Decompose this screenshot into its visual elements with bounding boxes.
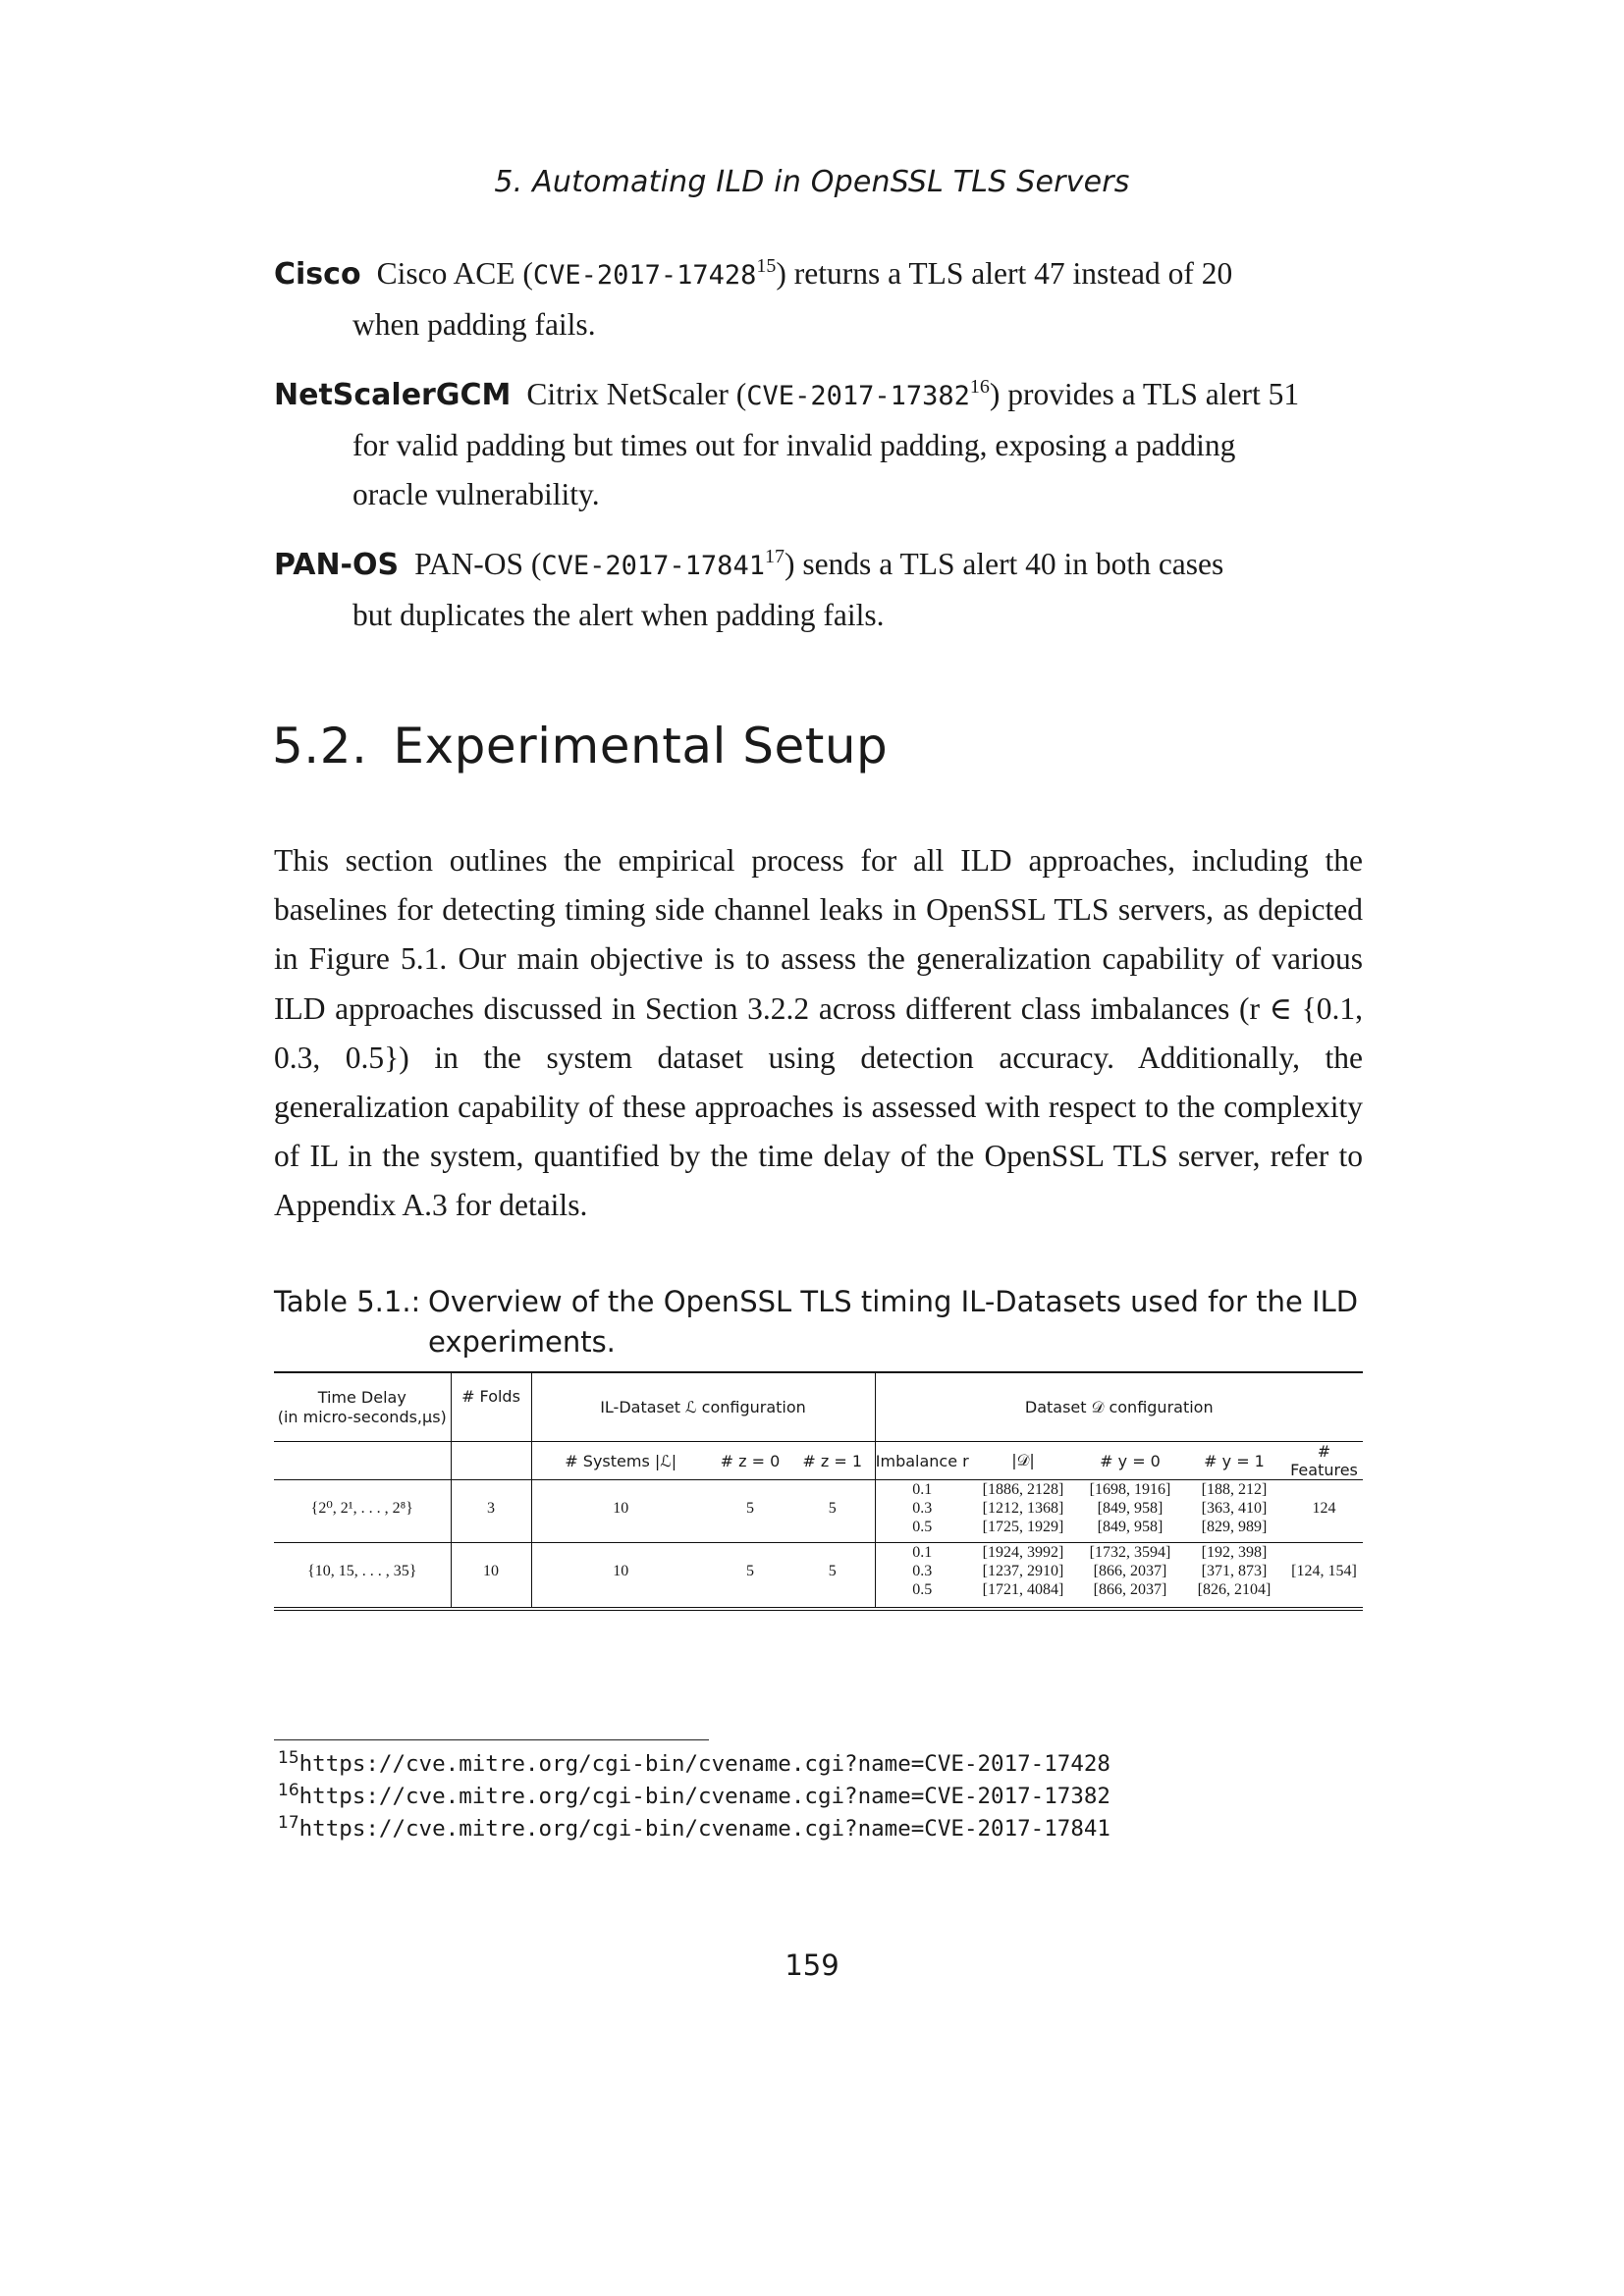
cve-id: CVE-2017-17428 (532, 260, 757, 291)
footnote-link[interactable]: https://cve.mitre.org/cgi-bin/cvename.cgi?name=CVE-2017-17841 (298, 1816, 1110, 1842)
footnote-number: 15 (278, 1748, 299, 1768)
cell-features: 124 (1312, 1500, 1336, 1517)
header-features: # Features (1285, 1442, 1363, 1480)
description-text: Citrix NetScaler ( (526, 377, 747, 411)
cell-y0: [1732, 3594] (1089, 1544, 1171, 1561)
header-time-delay-line1: Time Delay (317, 1387, 406, 1407)
cell-y1: [188, 212] (1201, 1481, 1268, 1498)
cell-delay: {10, 15, . . . , 35} (274, 1543, 451, 1600)
footnote (278, 1748, 1110, 1781)
section-number: 5.2. (272, 718, 368, 774)
cell-systems: 10 (613, 1563, 629, 1579)
cell-imbalance: 0.5 (875, 1518, 969, 1536)
description-continuation: oracle vulnerability. (352, 477, 600, 511)
cell-imbalance: 0.3 (875, 1499, 969, 1518)
footnote-link[interactable]: https://cve.mitre.org/cgi-bin/cvename.cgi?name=CVE-2017-17428 (298, 1751, 1110, 1777)
cell-z1: 5 (828, 1500, 837, 1517)
description-text: Cisco ACE ( (376, 256, 533, 291)
cell-y1: [192, 398] (1201, 1544, 1268, 1561)
cell-features: [124, 154] (1291, 1563, 1357, 1579)
cell-y0: [849, 958] (1097, 1519, 1164, 1535)
body-paragraph: This section outlines the empirical process for all ILD approaches, including the baselines for detecting timing side channel leaks in OpenSSL TLS servers, as depicted in Figure 5.1. Our main objective is to assess the generalization capability of various ILD approaches discussed in Section 3.2.2 across different class imbalances (r ∈ {0.1, 0.3, 0.5}) in the system dataset using detection accuracy. Additionally, the generalization capability of these approaches is assessed with respect to the complexity of IL in the system, quantified by the time delay of the OpenSSL TLS server, refer to Appendix A.3 for details. (274, 843, 1363, 1223)
table-row (274, 1480, 1363, 1500)
header-imbalance: Imbalance r (875, 1442, 969, 1480)
description-term: Cisco (274, 257, 361, 292)
cell-imbalance: 0.5 (875, 1580, 969, 1599)
description-item-pan-os (274, 540, 1363, 640)
cell-d-size: [1721, 4084] (982, 1581, 1064, 1598)
footnote-ref[interactable]: 16 (969, 376, 990, 398)
header-y0: # y = 0 (1077, 1442, 1183, 1480)
cell-systems: 10 (613, 1500, 629, 1517)
footnote-number: 16 (278, 1781, 299, 1800)
cell-folds: 3 (451, 1480, 531, 1537)
footnote-ref[interactable]: 15 (756, 255, 777, 277)
cell-folds: 10 (451, 1543, 531, 1600)
footnote (278, 1813, 1110, 1845)
cell-y0: [866, 2037] (1093, 1581, 1167, 1598)
cell-y0: [849, 958] (1097, 1500, 1164, 1517)
header-y1: # y = 1 (1183, 1442, 1285, 1480)
cell-y1: [829, 989] (1201, 1519, 1268, 1535)
running-head: 5. Automating ILD in OpenSSL TLS Servers (494, 165, 1130, 199)
cell-y1: [371, 873] (1201, 1563, 1268, 1579)
description-term: NetScalerGCM (274, 378, 512, 412)
description-text: ) sends a TLS alert 40 in both cases (784, 547, 1224, 581)
cell-d-size: [1886, 2128] (982, 1481, 1064, 1498)
cell-imbalance: 0.1 (875, 1480, 969, 1500)
header-il-dataset: IL-Dataset ℒ configuration (531, 1372, 875, 1442)
header-dataset: Dataset 𝒟 configuration (875, 1372, 1363, 1442)
cell-imbalance: 0.1 (875, 1543, 969, 1563)
header-systems: # Systems |ℒ| (531, 1442, 710, 1480)
header-time-delay-line2: (in micro-seconds,μs) (277, 1407, 447, 1426)
description-text: ) provides a TLS alert 51 (989, 377, 1300, 411)
cell-imbalance: 0.3 (875, 1562, 969, 1580)
cell-d-size: [1924, 3992] (982, 1544, 1064, 1561)
cell-d-size: [1237, 2910] (982, 1563, 1064, 1579)
header-time-delay (274, 1372, 451, 1442)
dataset-table (274, 1371, 1363, 1611)
cell-y1: [826, 2104] (1197, 1581, 1272, 1598)
cell-d-size: [1725, 1929] (982, 1519, 1064, 1535)
description-text: PAN-OS ( (414, 547, 542, 581)
cve-id: CVE-2017-17382 (746, 381, 970, 411)
cell-z1: 5 (828, 1563, 837, 1579)
header-z0: # z = 0 (710, 1442, 790, 1480)
cell-y0: [1698, 1916] (1089, 1481, 1171, 1498)
description-continuation: when padding fails. (352, 307, 596, 342)
cell-d-size: [1212, 1368] (982, 1500, 1064, 1517)
header-folds: # Folds (451, 1372, 531, 1442)
description-item-cisco (274, 249, 1363, 349)
page-number: 159 (785, 1949, 839, 1982)
description-term: PAN-OS (274, 548, 400, 582)
description-continuation: for valid padding but times out for invalid padding, exposing a padding (352, 428, 1236, 462)
cell-y1: [363, 410] (1201, 1500, 1268, 1517)
footnote-ref[interactable]: 17 (764, 546, 785, 567)
section-heading (272, 718, 888, 774)
footnote (278, 1781, 1110, 1813)
cell-z0: 5 (746, 1500, 754, 1517)
section-title: Experimental Setup (393, 718, 889, 774)
footnote-link[interactable]: https://cve.mitre.org/cgi-bin/cvename.cgi?name=CVE-2017-17382 (298, 1784, 1110, 1809)
table-caption (274, 1282, 1363, 1362)
table-row (274, 1543, 1363, 1563)
description-item-netscalergcm (274, 370, 1363, 519)
cell-delay: {2⁰, 2¹, . . . , 2⁸} (274, 1480, 451, 1537)
cell-z0: 5 (746, 1563, 754, 1579)
description-continuation: but duplicates the alert when padding fails. (352, 598, 885, 632)
header-d-size: |𝒟| (969, 1442, 1077, 1480)
cve-id: CVE-2017-17841 (541, 551, 765, 581)
cell-y0: [866, 2037] (1093, 1563, 1167, 1579)
header-z1: # z = 1 (790, 1442, 875, 1480)
table-caption-text: Overview of the OpenSSL TLS timing IL-Datasets used for the ILD experiments. (428, 1285, 1359, 1359)
footnote-rule (274, 1739, 709, 1740)
footnote-number: 17 (278, 1813, 299, 1833)
description-text: ) returns a TLS alert 47 instead of 20 (776, 256, 1233, 291)
table-caption-label: Table 5.1.: (274, 1285, 421, 1318)
footnotes (278, 1748, 1110, 1845)
